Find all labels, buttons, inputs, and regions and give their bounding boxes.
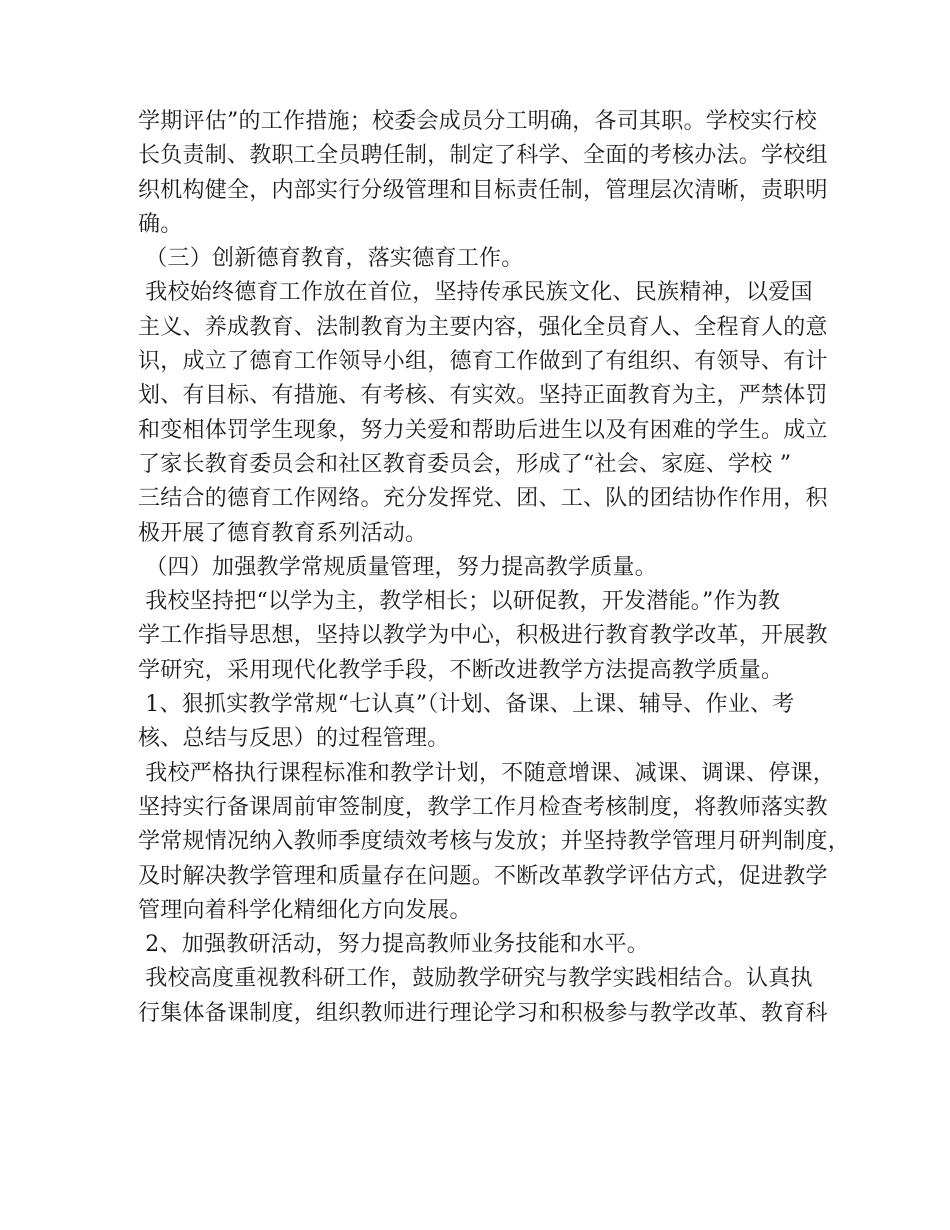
text-line: 我校坚持把“以学为主，教学相长；以研促教，开发潜能。”作为教 [138,589,781,615]
subsection-heading: 2、加强教研活动，努力提高教师业务技能和水平。 [138,932,649,958]
text-line: 我校高度重视教科研工作，鼓励教学研究与教学实践相结合。认真执 [138,966,813,992]
text-line: 织机构健全，内部实行分级管理和目标责任制，管理层次清晰，责职明 [138,177,828,203]
section-heading: （四）加强教学常规质量管理，努力提高教学质量。 [138,554,657,580]
section-heading: （三）创新德育教育，落实德育工作。 [138,246,524,272]
text-line: 主义、养成教育、法制教育为主要内容，强化全员育人、全程育人的意 [138,314,828,340]
text-line: 长负责制、教职工全员聘任制，制定了科学、全面的考核办法。学校组 [138,143,828,169]
text-line: 和变相体罚学生现象，努力关爱和帮助后进生以及有困难的学生。成立 [138,417,828,443]
text-line: 识，成立了德育工作领导小组，德育工作做到了有组织、有领导、有计 [138,349,828,375]
text-line: 坚持实行备课周前审签制度，教学工作月检查考核制度，将教师落实教 [138,794,828,820]
text-line: 我校严格执行课程标准和教学计划，不随意增课、减课、调课、停课， [138,760,835,786]
text-line: 学期评估”的工作措施；校委会成员分工明确，各司其职。学校实行校 [138,109,817,134]
text-line: 学研究，采用现代化教学手段，不断改进教学方法提高教学质量。 [138,657,784,683]
text-line: 核、总结与反思）的过程管理。 [138,726,450,752]
text-line: 划、有目标、有措施、有考核、有实效。坚持正面教育为主，严禁体罚 [138,383,828,409]
text-line: 及时解决教学管理和质量存在问题。不断改革教学评估方式，促进教学 [138,863,828,889]
text-line: 我校始终德育工作放在首位，坚持传承民族文化、民族精神，以爱国 [138,280,813,306]
text-line: 管理向着科学化精细化方向发展。 [138,897,472,923]
text-line: 确。 [138,211,183,237]
subsection-heading: 1、狠抓实教学常规“七认真”（计划、备课、上课、辅导、作业、考 [138,692,795,718]
text-line: 了家长教育委员会和社区教育委员会，形成了“社会、家庭、学校 ” [138,451,792,477]
document-page [138,105,851,1031]
text-line: 学常规情况纳入教师季度绩效考核与发放；并坚持教学管理月研判制度， [138,829,851,855]
text-line: 学工作指导思想，坚持以教学为中心，积极进行教育教学改革，开展教 [138,623,828,649]
text-line: 极开展了德育教育系列活动。 [138,520,428,546]
text-line: 行集体备课制度，组织教师进行理论学习和积极参与教学改革、教育科 [138,1000,828,1026]
text-line: 三结合的德育工作网络。充分发挥党、团、工、队的团结协作作用，积 [138,486,828,512]
